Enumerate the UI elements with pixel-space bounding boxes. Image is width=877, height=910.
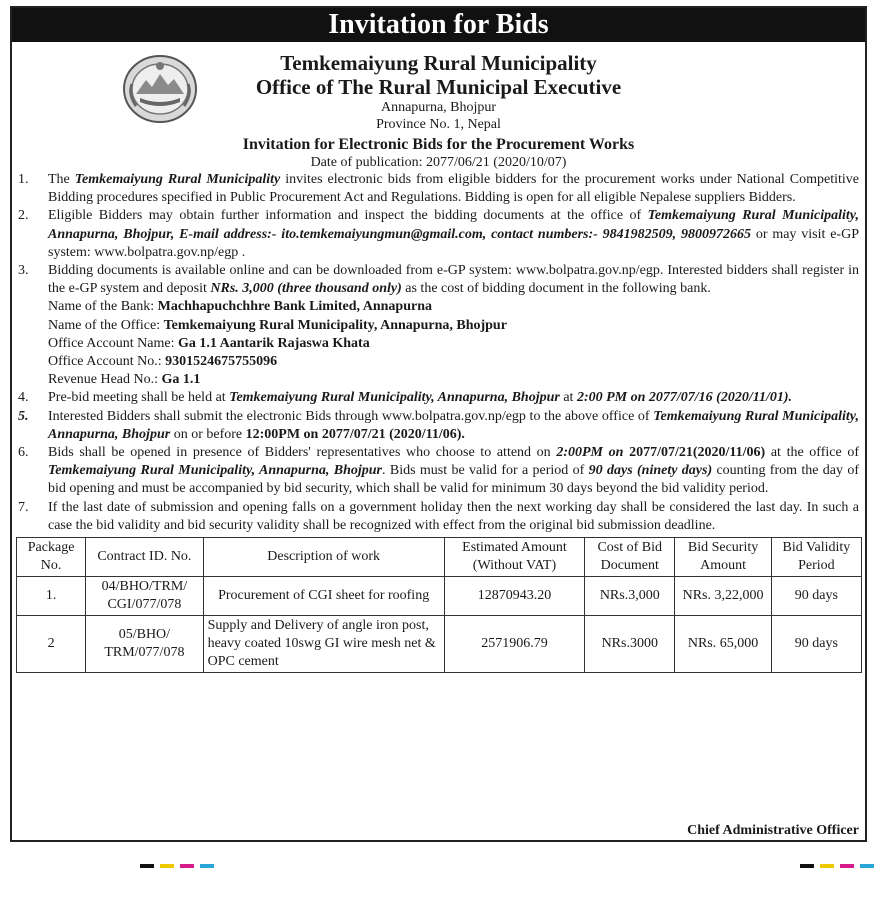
office-name-line: Name of the Office: Temkemaiyung Rural Municipality, Annapurna, Bhojpur: [48, 317, 507, 333]
text-run: The: [48, 172, 75, 187]
notice-title: Invitation for Bids: [12, 8, 865, 42]
bold-text: 12:00PM on 2077/07/21 (2020/11/06).: [245, 426, 465, 442]
notice-items: [12, 171, 865, 535]
column-header: Bid Validity Period: [771, 538, 861, 577]
registration-mark: [800, 864, 814, 868]
column-header: Estimated Amount (Without VAT): [444, 538, 584, 577]
emphasis-text: Temkemaiyung Rural Municipality, Annapurna, Bhojpur: [229, 390, 560, 406]
address-line-2: Province No. 1, Nepal: [376, 117, 501, 132]
table-cell: 2571906.79: [444, 616, 584, 673]
column-header: Package No.: [17, 538, 86, 577]
table-cell: 90 days: [771, 577, 861, 616]
table-cell: NRs. 65,000: [675, 616, 771, 673]
government-seal-icon: [122, 54, 198, 124]
table-row: [17, 577, 862, 616]
bids-table: [16, 537, 862, 673]
table-header-row: [17, 538, 862, 577]
registration-mark: [180, 864, 194, 868]
table-cell: 1.: [17, 577, 86, 616]
account-name: Ga 1.1 Aantarik Rajaswa Khata: [177, 335, 370, 351]
table-cell: Procurement of CGI sheet for roofing: [203, 577, 444, 616]
text-run: at: [559, 390, 577, 406]
emphasis-text: 2:00PM on: [556, 445, 624, 461]
revenue-head: Ga 1.1: [161, 372, 201, 388]
bank-office-name: Temkemaiyung Rural Municipality, Annapurna, Bhojpur: [163, 317, 507, 333]
emphasis-text: Temkemaiyung Rural Municipality: [74, 172, 281, 187]
item-number: 3.: [18, 263, 29, 279]
text-run: Bidding documents is available online and can be downloaded from e-GP system: www.bolpatra.gov.np/egp. Interested bidders shall register in the e-GP system and deposit: [48, 263, 859, 297]
table-row: [17, 616, 862, 673]
text-run: as the cost of bidding document in the following bank.: [401, 281, 711, 297]
text-run: Eligible Bidders may obtain further information and inspect the bidding documents at the office of: [48, 208, 648, 224]
emphasis-text: Temkemaiyung Rural Municipality, Annapurna, Bhojpur, E-mail address:- ito.temkemaiyungmun@gmail.com, contact numbers:- 9841982509, 9800972665: [48, 208, 859, 242]
table-cell: 90 days: [771, 616, 861, 673]
bank-name: Machhapuchchhre Bank Limited, Annapurna: [157, 299, 433, 315]
item-number: 4.: [18, 390, 29, 406]
registration-mark: [200, 864, 214, 868]
item-number: 7.: [18, 499, 29, 515]
revenue-head-line: Revenue Head No.: Ga 1.1: [48, 372, 201, 388]
registration-mark: [140, 864, 154, 868]
text-run: counting from the day of bid opening and must be accompanied by bid security, which shall be valid for minimum 30 days beyond the bid validity period.: [48, 463, 859, 497]
registration-mark: [160, 864, 174, 868]
emphasis-text: 2:00 PM on 2077/07/16 (2020/11/01).: [576, 390, 793, 406]
publication-date: Date of publication: 2077/06/21 (2020/10/07): [310, 155, 567, 170]
item-text: [48, 445, 859, 496]
notice-item: [12, 408, 865, 444]
notice-item: [12, 444, 865, 499]
text-run: . Bids must be valid for a period of: [382, 463, 589, 479]
table-cell: NRs.3000: [585, 616, 675, 673]
emphasis-text: Temkemaiyung Rural Municipality, Annapurna, Bhojpur: [48, 463, 383, 479]
item-number: 5.: [18, 408, 29, 424]
notice-subtitle: Invitation for Electronic Bids for the Procurement Works: [242, 136, 635, 153]
emphasis-text: 90 days (ninety days): [588, 463, 713, 479]
notice-item: [12, 207, 865, 262]
item-text: [48, 409, 859, 442]
bold-text: 2077/07/21(2020/11/06): [629, 445, 766, 461]
table-cell: NRs. 3,22,000: [675, 577, 771, 616]
column-header: Contract ID. No.: [86, 538, 203, 577]
text-run: on or before: [170, 426, 246, 442]
notice-item: [12, 499, 865, 535]
item-text: [48, 263, 859, 296]
table-cell: 04/BHO/TRM/ CGI/077/078: [86, 577, 203, 616]
signatory-title: Chief Administrative Officer: [687, 823, 859, 838]
registration-mark: [860, 864, 874, 868]
organization-name: Temkemaiyung Rural Municipality: [280, 51, 597, 75]
registration-mark: [840, 864, 854, 868]
notice-item: [12, 262, 865, 389]
text-run: or may visit e-GP system: www.bolpatra.gov.np/egp .: [48, 226, 859, 260]
column-header: Description of work: [203, 538, 444, 577]
registration-mark: [820, 864, 834, 868]
text-run: Pre-bid meeting shall be held at: [48, 390, 230, 406]
item-text: [48, 500, 859, 533]
emphasis-text: NRs. 3,000 (three thousand only): [210, 281, 402, 297]
text-run: Interested Bidders shall submit the electronic Bids through www.bolpatra.gov.np/egp to the above office of: [48, 408, 654, 424]
notice-item: [12, 171, 865, 207]
text-run: Bids shall be opened in presence of Bidders' representatives who choose to attend on: [48, 445, 557, 461]
bank-name-line: Name of the Bank: Machhapuchchhre Bank Limited, Annapurna: [48, 299, 433, 315]
table-cell: 05/BHO/ TRM/077/078: [86, 616, 203, 673]
account-no-line: Office Account No.: 9301524675755096: [48, 354, 278, 370]
address-line-1: Annapurna, Bhojpur: [380, 100, 497, 115]
emphasis-text: Temkemaiyung Rural Municipality, Annapurna, Bhojpur: [48, 408, 859, 442]
table-cell: Supply and Delivery of angle iron post, heavy coated 10swg GI wire mesh net & OPC cement: [203, 616, 444, 673]
office-name: Office of The Rural Municipal Executive: [255, 75, 622, 99]
notice-item: [12, 389, 865, 407]
item-number: 2.: [18, 208, 29, 224]
item-number: 6.: [18, 445, 29, 461]
column-header: Bid Security Amount: [675, 538, 771, 577]
text-run: invites electronic bids from eligible bidders for the procurement works under National Competitive Bidding procedures specified in Public Procurement Act and Regulations. Bidding is open for all eligible Nepalese suppliers Bidders.: [48, 172, 859, 206]
table-cell: NRs.3,000: [585, 577, 675, 616]
table-cell: 12870943.20: [444, 577, 584, 616]
text-run: If the last date of submission and opening falls on a government holiday then the next working day shall be considered the last day. In such a case the bid validity and bid security validity shall be recognized with effect from the original bid submission deadline.: [48, 499, 859, 533]
table-cell: 2: [17, 616, 86, 673]
bank-details: [48, 298, 859, 389]
notice-frame: [10, 6, 867, 842]
column-header: Cost of Bid Document: [585, 538, 675, 577]
account-name-line: Office Account Name: Ga 1.1 Aantarik Rajaswa Khata: [48, 335, 370, 351]
item-text: [48, 172, 859, 205]
item-text: [48, 390, 792, 405]
account-number: 9301524675755096: [165, 354, 278, 370]
item-text: [48, 208, 859, 259]
text-run: at the office of: [765, 445, 859, 461]
item-number: 1.: [18, 172, 29, 187]
